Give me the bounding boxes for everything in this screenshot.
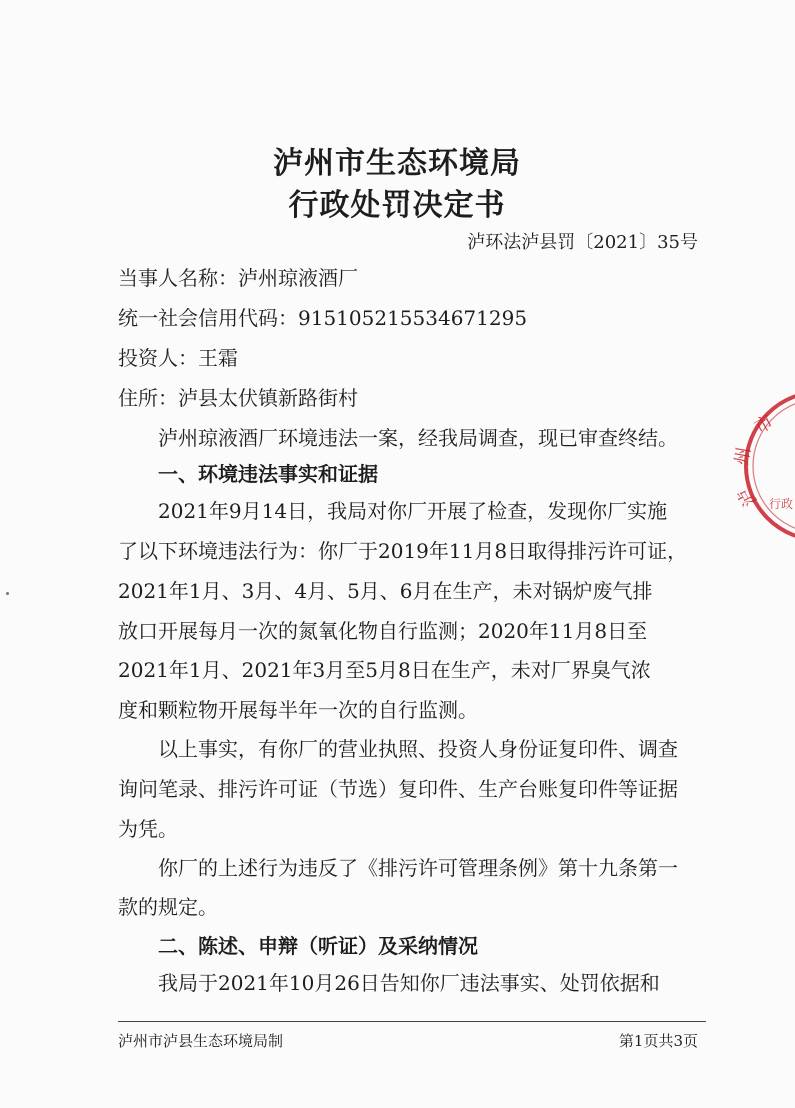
party-address: 住所：泸县太伏镇新路街村 <box>118 386 358 410</box>
svg-text:泸: 泸 <box>734 483 762 510</box>
document-title-type: 行政处罚决定书 <box>288 188 506 223</box>
document-title-agency: 泸州市生态环境局 <box>273 146 521 181</box>
paragraph-line: 款的规定。 <box>118 895 218 919</box>
paragraph-line: 度和颗粒物开展每半年一次的自行监测。 <box>118 698 478 722</box>
paragraph-line: 我局于2021年10月26日告知你厂违法事实、处罚依据和 <box>158 971 660 995</box>
svg-text:市: 市 <box>751 411 778 439</box>
intro-paragraph: 泸州琼液酒厂环境违法一案，经我局调查，现已审查终结。 <box>158 426 678 450</box>
party-credit-code: 统一社会信用代码：915105215534671295 <box>118 306 528 330</box>
paragraph-line: 询问笔录、排污许可证（节选）复印件、生产台账复印件等证据 <box>118 777 678 801</box>
document-number: 泸环法泸县罚〔2021〕35号 <box>467 232 698 253</box>
seal-stamp-icon <box>731 386 795 546</box>
paragraph-line: 以上事实，有你厂的营业执照、投资人身份证复印件、调查 <box>158 737 678 761</box>
paragraph-line: 你厂的上述行为违反了《排污许可管理条例》第十九条第一 <box>158 856 678 880</box>
svg-text:州: 州 <box>731 445 756 467</box>
paragraph-line: 为凭。 <box>118 817 178 841</box>
paragraph-line: 了以下环境违法行为：你厂于2019年11月8日取得排污许可证， <box>118 539 688 563</box>
paragraph-line: 2021年1月、2021年3月至5月8日在生产，未对厂界臭气浓 <box>118 658 651 682</box>
party-name: 当事人名称：泸州琼液酒厂 <box>118 266 358 290</box>
paragraph-line: 2021年9月14日，我局对你厂开展了检查，发现你厂实施 <box>158 499 668 523</box>
paragraph-line: 放口开展每月一次的氮氧化物自行监测；2020年11月8日至 <box>118 619 648 643</box>
paragraph-line: 2021年1月、3月、4月、5月、6月在生产，未对锅炉废气排 <box>118 579 653 603</box>
footer-divider <box>118 1021 706 1022</box>
footer-page-number: 第1页共3页 <box>618 1032 698 1050</box>
section-heading-statement-defense: 二、陈述、申辩（听证）及采纳情况 <box>158 934 478 958</box>
scan-speck <box>6 592 9 595</box>
footer-issuer: 泸州市泸县生态环境局制 <box>118 1032 284 1050</box>
official-seal <box>731 386 795 546</box>
party-investor: 投资人：王霜 <box>118 346 238 370</box>
section-heading-violation-facts: 一、环境违法事实和证据 <box>158 462 378 486</box>
svg-text:行政: 行政 <box>769 497 794 511</box>
